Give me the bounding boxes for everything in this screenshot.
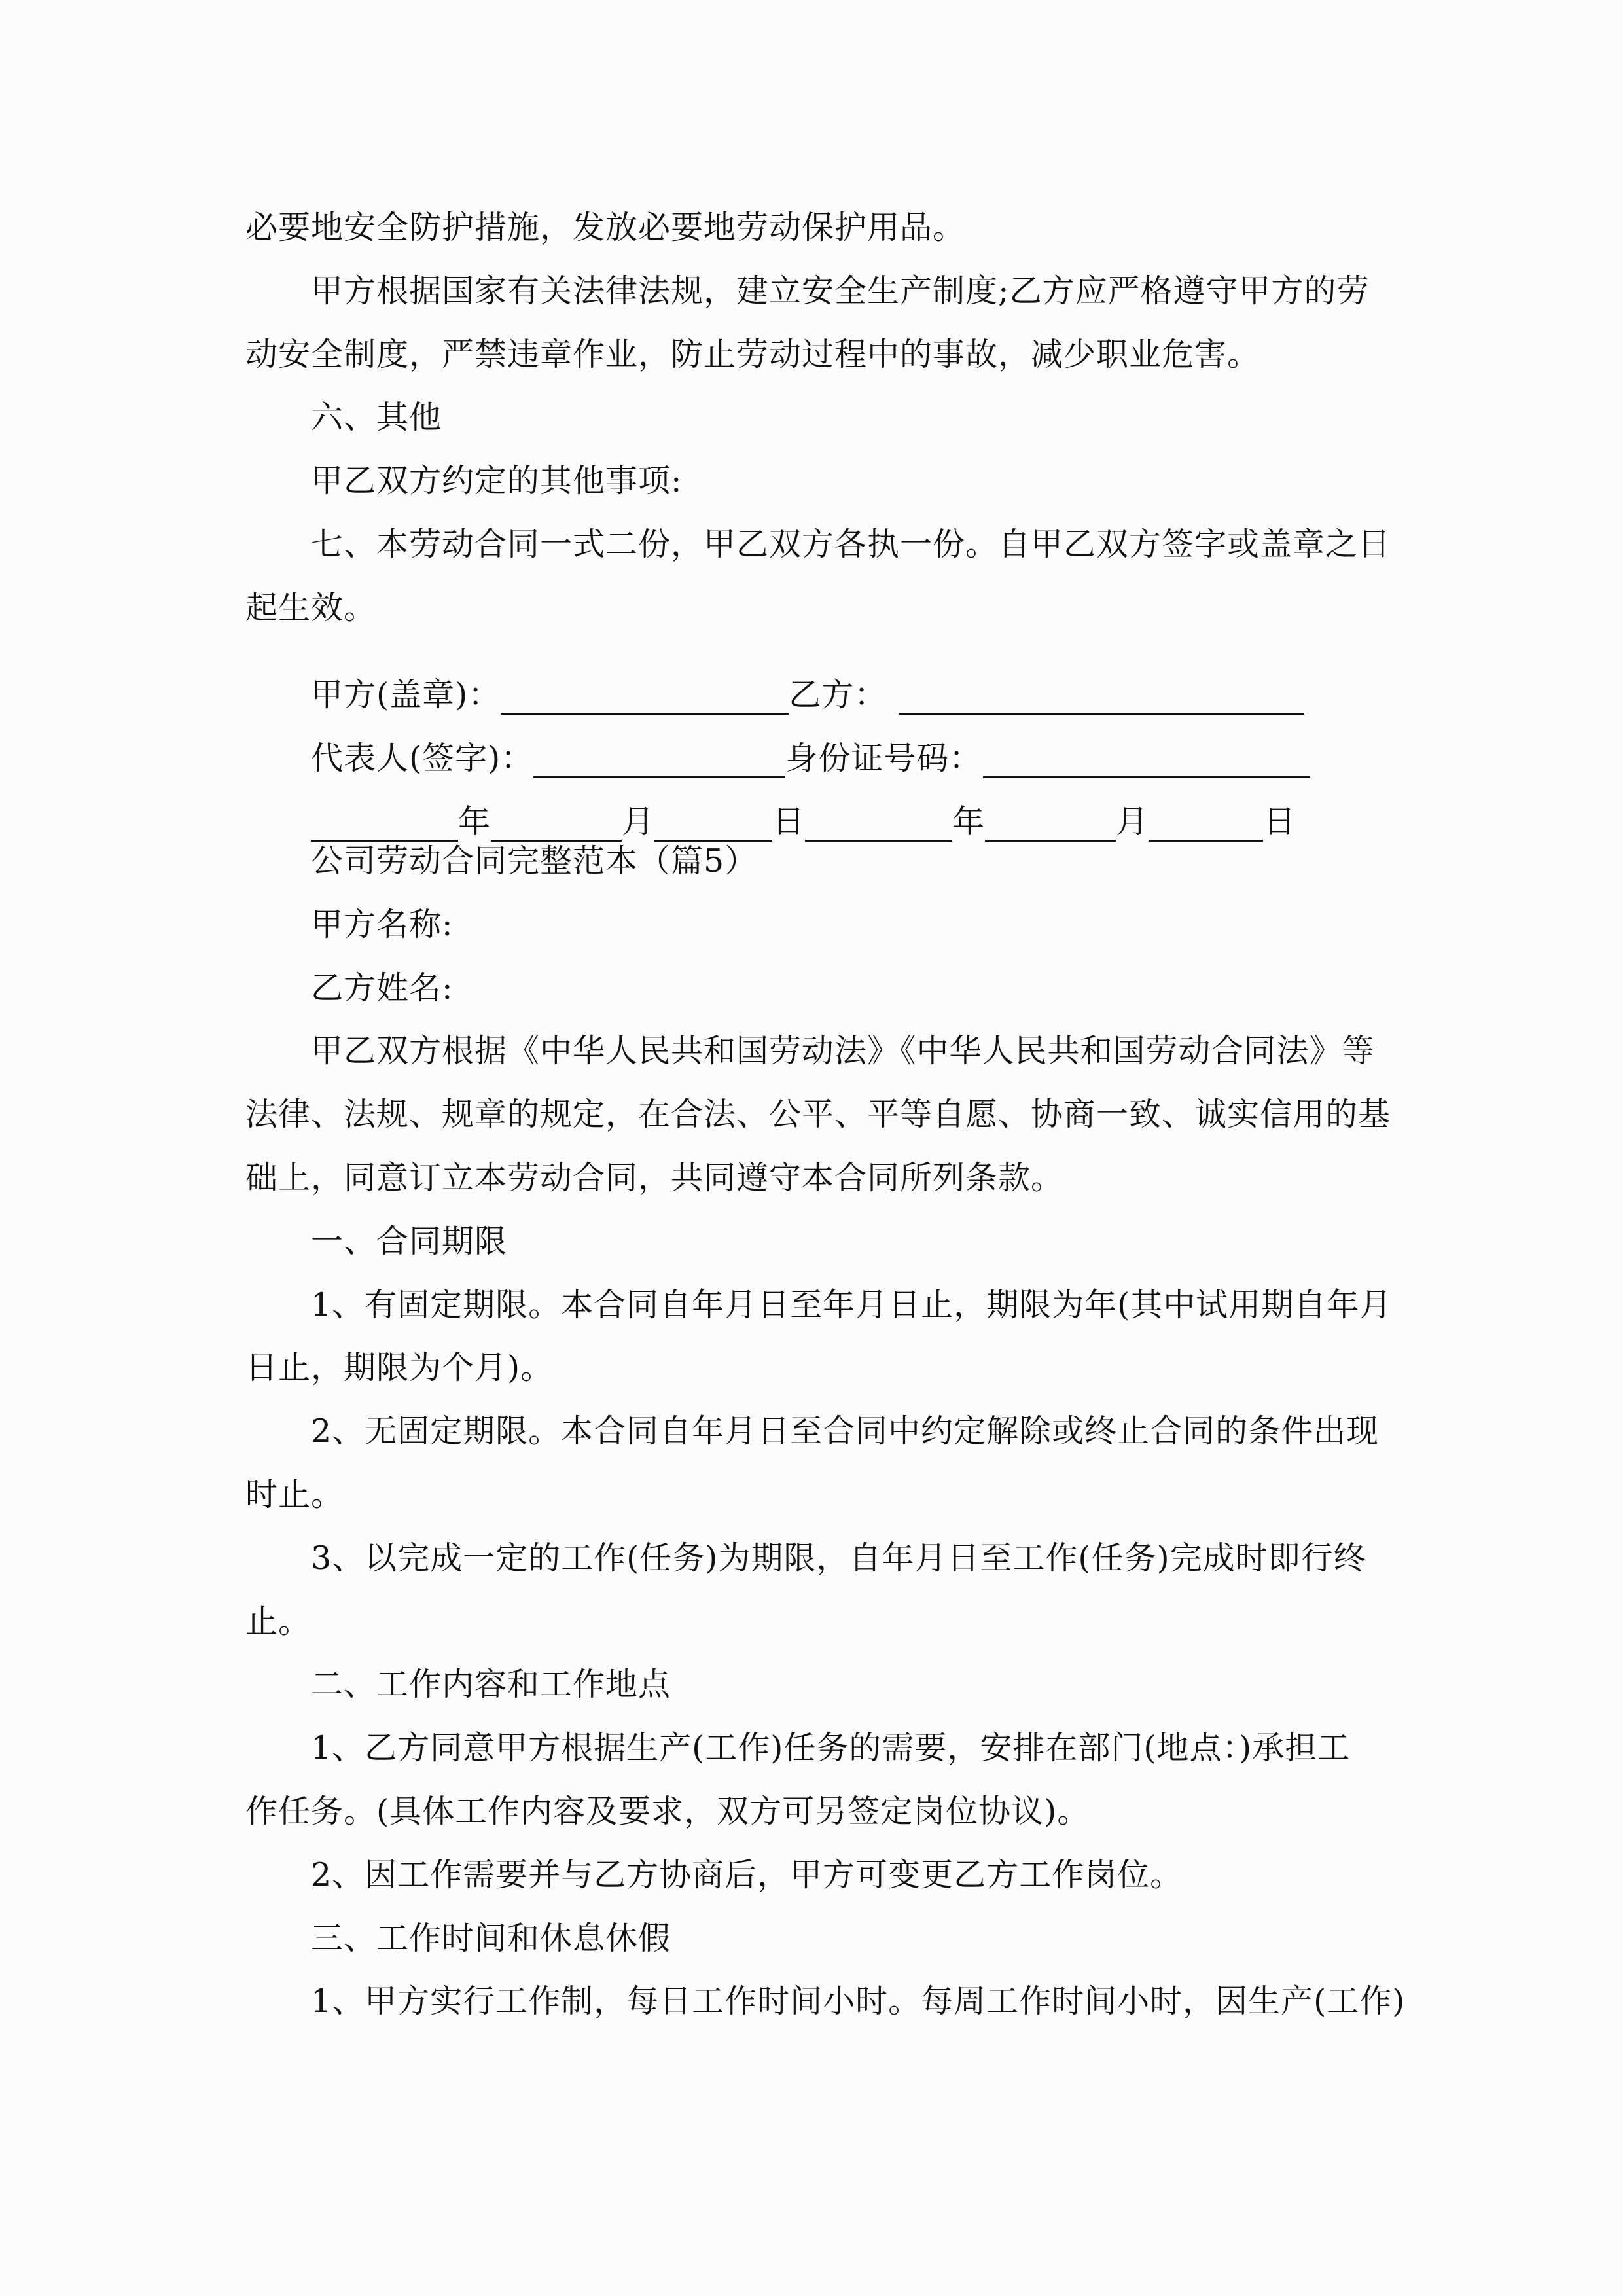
contract-title: 公司劳动合同完整范本（篇5） bbox=[311, 842, 758, 880]
section-heading: 二、工作内容和工作地点 bbox=[311, 1666, 671, 1704]
representative-signature-blank[interactable] bbox=[533, 741, 785, 778]
text-line: 2、无固定期限。本合同自年月日至合同中约定解除或终止合同的条件出现 bbox=[311, 1412, 1380, 1450]
text-line: 法律、法规、规章的规定，在合法、公平、平等自愿、协商一致、诚实信用的基 bbox=[245, 1096, 1391, 1134]
text-line: 甲乙双方约定的其他事项: bbox=[311, 462, 683, 500]
text-line: 必要地安全防护措施，发放必要地劳动保护用品。 bbox=[245, 209, 966, 246]
month-label: 月 bbox=[1116, 802, 1149, 840]
text-line: 3、以完成一定的工作(任务)为期限，自年月日至工作(任务)完成时即行终 bbox=[311, 1539, 1366, 1577]
text-line: 甲乙双方根据《中华人民共和国劳动法》《中华人民共和国劳动合同法》等 bbox=[311, 1032, 1375, 1070]
text-line: 础上，同意订立本劳动合同，共同遵守本合同所列条款。 bbox=[245, 1158, 1064, 1196]
text-line: 1、甲方实行工作制，每日工作时间小时。每周工作时间小时，因生产(工作) bbox=[311, 1982, 1406, 2020]
text-line: 起生效。 bbox=[245, 588, 377, 626]
text-line: 日止，期限为个月)。 bbox=[245, 1349, 554, 1387]
text-line: 1、乙方同意甲方根据生产(工作)任务的需要，安排在部门(地点：)承担工 bbox=[311, 1729, 1351, 1767]
section-heading: 三、工作时间和休息休假 bbox=[311, 1919, 671, 1957]
text-line: 止。 bbox=[245, 1602, 312, 1640]
text-line: 七、本劳动合同一式二份，甲乙双方各执一份。自甲乙双方签字或盖章之日 bbox=[311, 525, 1391, 563]
text-line: 1、有固定期限。本合同自年月日至年月日止，期限为年(其中试用期自年月 bbox=[311, 1285, 1393, 1323]
party-b-blank[interactable] bbox=[899, 677, 1304, 715]
party-a-month-blank[interactable] bbox=[491, 804, 622, 842]
text-line: 甲方根据国家有关法律法规，建立安全生产制度;乙方应严格遵守甲方的劳 bbox=[311, 272, 1370, 310]
party-a-year-blank[interactable] bbox=[311, 804, 458, 842]
day-label: 日 bbox=[1263, 802, 1296, 840]
signature-row-dates bbox=[245, 778, 1378, 842]
id-number-label: 身份证号码： bbox=[785, 740, 982, 778]
text-line: 时止。 bbox=[245, 1475, 344, 1513]
party-b-day-blank[interactable] bbox=[1149, 804, 1263, 842]
party-a-day-blank[interactable] bbox=[654, 804, 772, 842]
text-line: 作任务。(具体工作内容及要求，双方可另签定岗位协议)。 bbox=[245, 1792, 1090, 1830]
month-label: 月 bbox=[622, 802, 655, 840]
party-b-name-label: 乙方姓名: bbox=[311, 969, 454, 1007]
document-page bbox=[245, 208, 1406, 2045]
party-a-name-label: 甲方名称: bbox=[311, 905, 454, 943]
text-line: 2、因工作需要并与乙方协商后，甲方可变更乙方工作岗位。 bbox=[311, 1856, 1183, 1893]
year-label: 年 bbox=[952, 802, 986, 840]
party-b-label: 乙方： bbox=[789, 676, 887, 714]
party-b-year-blank[interactable] bbox=[805, 804, 952, 842]
section-heading: 一、合同期限 bbox=[311, 1222, 508, 1260]
id-number-blank[interactable] bbox=[983, 741, 1310, 778]
signature-row-representative bbox=[245, 715, 1378, 778]
text-line: 动安全制度，严禁违章作业，防止劳动过程中的事故，减少职业危害。 bbox=[245, 335, 1260, 373]
representative-label: 代表人(签字)： bbox=[311, 740, 534, 778]
signature-row-parties bbox=[245, 652, 1378, 715]
party-a-seal-label: 甲方(盖章)： bbox=[311, 676, 501, 714]
day-label: 日 bbox=[772, 802, 806, 840]
party-b-month-blank[interactable] bbox=[985, 804, 1116, 842]
section-heading: 六、其他 bbox=[311, 399, 442, 437]
year-label: 年 bbox=[458, 802, 491, 840]
party-a-seal-blank[interactable] bbox=[501, 677, 789, 715]
